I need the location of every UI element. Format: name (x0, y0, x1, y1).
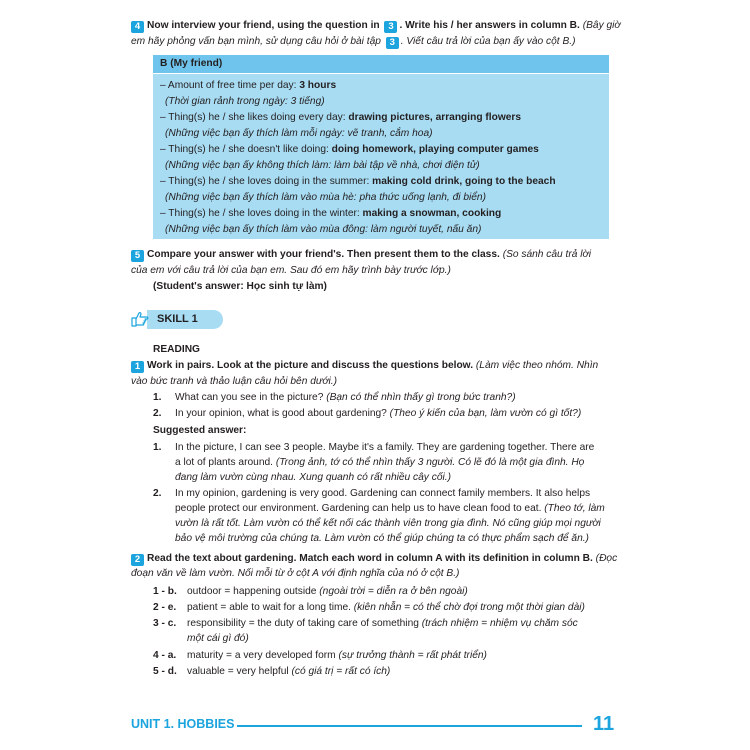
answer-text: bảo vệ môi trường của chúng ta. Làm vườn có thể giúp chúng ta có thực phẩm sạch để ăn.) (175, 533, 589, 544)
question-text: What can you see in the picture? (Bạn có thể nhìn thấy gì trong bức tranh?) (175, 392, 516, 403)
exercise-4-vi: em hãy phỏng vấn bạn mình, sử dụng câu hỏi ở bài tập 3 . Viết câu trả lời của bạn ấy vào cột B.) (131, 36, 576, 48)
answer-text: In the picture, I can see 3 people. Maybe it's a family. They are gardening together. There are (175, 442, 595, 453)
match-key: 5 - d. (153, 666, 177, 677)
table-row: – Thing(s) he / she doesn't like doing: doing homework, playing computer games (160, 144, 539, 155)
reading-heading: READING (153, 344, 200, 355)
exercise-number-badge: 1 (131, 361, 144, 373)
answer-text: a lot of plants around. (Trong ảnh, tớ có thể nhìn thấy 3 người. Có lẽ đó là một gia đình. Họ (175, 457, 585, 468)
match-text: valuable = very helpful (có giá trị = rất có ích) (187, 666, 391, 677)
table-row-vi: (Những việc bạn ấy không thích làm: làm bài tập về nhà, chơi điện tử) (165, 160, 480, 171)
table-row: – Amount of free time per day: 3 hours (160, 80, 337, 91)
table-row: – Thing(s) he / she loves doing in the summer: making cold drink, going to the beach (160, 176, 556, 187)
table-row: – Thing(s) he / she likes doing every day: drawing pictures, arranging flowers (160, 112, 522, 123)
table-row-vi: (Những việc bạn ấy thích làm vào mùa hè: pha thức uống lạnh, đi biển) (165, 192, 486, 203)
hand-pointing-icon (131, 311, 149, 327)
question-text: In your opinion, what is good about gardening? (Theo ý kiến của bạn, làm vườn có gì tốt?) (175, 408, 582, 419)
exercise-ref-badge: 3 (384, 21, 397, 33)
exercise-4-title: 4 Now interview your friend, using the question in 3 . Write his / her answers in column B. (Bây giờ (131, 19, 621, 33)
match-key: 3 - c. (153, 618, 177, 629)
table-header-label: B (My friend) (160, 58, 223, 69)
reading-exercise-2-title: 2 Read the text about gardening. Match each word in column A with its definition in column B. (Đọc (131, 552, 617, 566)
match-key: 4 - a. (153, 650, 177, 661)
match-text: outdoor = happening outside (ngoài trời = diễn ra ở bên ngoài) (187, 586, 468, 597)
table-row: – Thing(s) he / she loves doing in the winter: making a snowman, cooking (160, 208, 502, 219)
match-text-cont: một cái gì đó) (187, 633, 249, 644)
match-text: maturity = a very developed form (sự trưởng thành = rất phát triển) (187, 650, 487, 661)
answer-number: 1. (153, 442, 162, 453)
footer-unit-title: UNIT 1. HOBBIES (131, 717, 235, 731)
student-answer: (Student's answer: Học sinh tự làm) (153, 281, 327, 292)
table-row-vi: (Thời gian rảnh trong ngày: 3 tiếng) (165, 96, 325, 107)
table-row-vi: (Những việc bạn ấy thích làm vào mùa đông: làm người tuyết, nấu ăn) (165, 224, 482, 235)
exercise-5-vi: của em với câu trả lời của bạn em. Sau đó em hãy trình bày trước lớp.) (131, 265, 451, 276)
match-key: 1 - b. (153, 586, 177, 597)
exercise-number-badge: 4 (131, 21, 144, 33)
footer-divider (237, 725, 582, 727)
table-row-vi: (Những việc bạn ấy thích làm mỗi ngày: vẽ tranh, cắm hoa) (165, 128, 433, 139)
reading-exercise-1-vi: vào bức tranh và thảo luận câu hỏi bên dưới.) (131, 376, 337, 387)
page-number: 11 (593, 713, 615, 735)
exercise-number-badge: 5 (131, 250, 144, 262)
question-number: 1. (153, 392, 162, 403)
suggested-answer-label: Suggested answer: (153, 425, 247, 436)
reading-exercise-2-vi: đoạn văn về làm vườn. Nối mỗi từ ở cột A với định nghĩa của nó ở cột B.) (131, 568, 460, 579)
exercise-number-badge: 2 (131, 554, 144, 566)
answer-text: đang làm vườn cùng nhau. Xung quanh có rất nhiều cây cối.) (175, 472, 451, 483)
match-key: 2 - e. (153, 602, 177, 613)
answer-text: In my opinion, gardening is very good. Gardening can connect family members. It also helps (175, 488, 591, 499)
exercise-ref-badge: 3 (386, 37, 399, 49)
answer-text: vườn là rất tốt. Làm vườn có thể kết nối các thành viên trong gia đình. Nó cũng giúp mọi người (175, 518, 601, 529)
match-text: responsibility = the duty of taking care of something (trách nhiệm = nhiệm vụ chăm sóc (187, 618, 578, 629)
reading-exercise-1-title: 1 Work in pairs. Look at the picture and discuss the questions below. (Làm việc theo nhóm. Nhìn (131, 359, 598, 373)
exercise-5-title: 5 Compare your answer with your friend's. Then present them to the class. (So sánh câu trả lời (131, 248, 591, 262)
answer-text: people protect our environment. Gardening can help us to have clean food to eat. (Theo tớ, làm (175, 503, 605, 514)
match-text: patient = able to wait for a long time. (kiên nhẫn = có thể chờ đợi trong một thời gian dài) (187, 602, 585, 613)
question-number: 2. (153, 408, 162, 419)
skill-label: SKILL 1 (157, 313, 198, 325)
answer-number: 2. (153, 488, 162, 499)
